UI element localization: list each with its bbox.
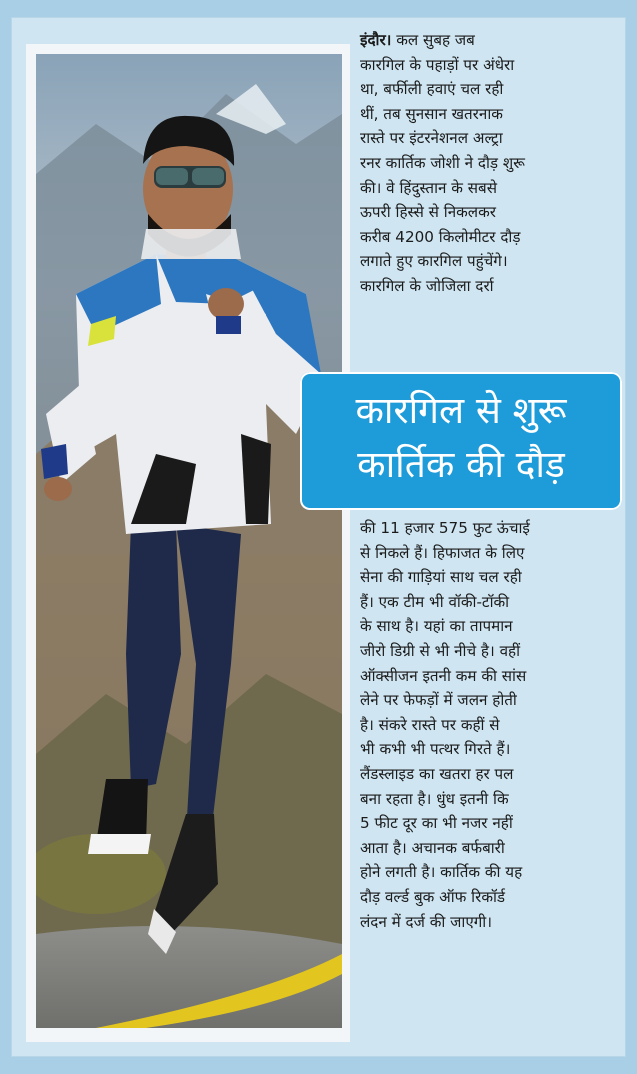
article-line: थीं, तब सुनसान खतरनाक [360, 104, 503, 123]
article-line: लगाते हुए कारगिल पहुंचेंगे। [360, 252, 508, 271]
article-line: भी कभी भी पत्थर गिरते हैं। [360, 740, 511, 759]
article-line: रास्ते पर इंटरनेशनल अल्ट्रा [360, 129, 503, 148]
article-line: कल सुबह जब [396, 31, 475, 49]
article-line: आता है। अचानक बर्फबारी [360, 838, 505, 857]
article-line: कारगिल के पहाड़ों पर अंधेरा [360, 55, 515, 74]
article-line: था, बर्फीली हवाएं चल रही [360, 80, 504, 99]
article-line: की 11 हजार 575 फुट ऊंचाई [360, 519, 530, 537]
article-line: दौड़ वर्ल्ड बुक ऑफ रिकॉर्ड [360, 887, 506, 906]
article-line: है। संकरे रास्ते पर कहीं से [360, 715, 500, 734]
headline-box [300, 372, 622, 510]
headline-line-2: कार्तिक की दौड़ [357, 443, 565, 486]
article-line: करीब 4200 किलोमीटर दौड़ [360, 227, 521, 246]
article-line: कारगिल के जोजिला दर्रा [360, 276, 494, 295]
runner-photo [36, 54, 342, 1028]
article-line: ऊपरी हिस्से से निकलकर [360, 203, 496, 222]
article-line: बना रहता है। धुंध इतनी कि [360, 789, 509, 808]
article-line: हैं। एक टीम भी वॉकी-टॉकी [360, 592, 510, 611]
article-line: लैंडस्लाइड का खतरा हर पल [360, 764, 514, 783]
article-line: के साथ है। यहां का तापमान [360, 617, 513, 636]
article-line: से निकले हैं। हिफाजत के लिए [360, 543, 525, 562]
dateline: इंदौर। [360, 31, 392, 49]
article-column-bottom [360, 516, 618, 934]
article-line: ऑक्सीजन इतनी कम की सांस [360, 666, 527, 685]
article-line: रनर कार्तिक जोशी ने दौड़ शुरू [360, 153, 525, 172]
article-line: सेना की गाड़ियां साथ चल रही [360, 568, 522, 587]
article-line: जीरो डिग्री से भी नीचे है। वहीं [360, 641, 521, 660]
article-line: 5 फीट दूर का भी नजर नहीं [360, 814, 513, 833]
article-line: लंदन में दर्ज की जाएगी। [360, 912, 492, 931]
headline-line-1: कारगिल से शुरू [355, 389, 567, 432]
article-column-top [360, 28, 618, 299]
article-line: लेने पर फेफड़ों में जलन होती [360, 691, 517, 710]
article-line: होने लगती है। कार्तिक की यह [360, 863, 523, 882]
article-line: की। वे हिंदुस्तान के सबसे [360, 178, 497, 197]
